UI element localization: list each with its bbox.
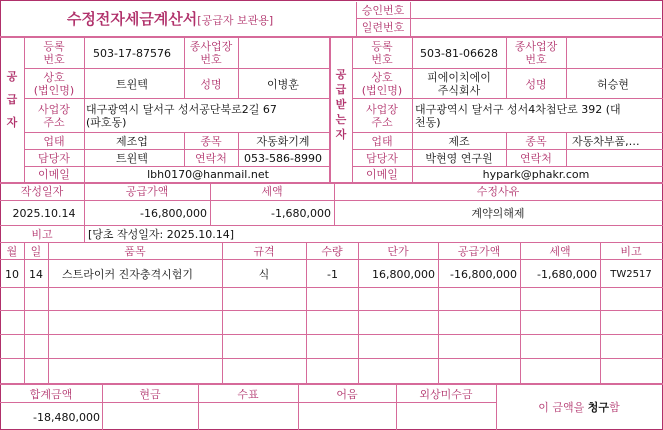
receiver-contact: 박현영 연구원 [425, 152, 493, 165]
supplier-addr-label: 사업장 주소 [38, 103, 70, 129]
claim-statement: 이 금액을 청구함 [538, 401, 620, 414]
supplier-phone-label: 연락처 [195, 152, 227, 165]
supplier-reg-label: 등록 번호 [43, 40, 65, 66]
supplier-biz-type: 제조업 [116, 135, 148, 148]
tax-total-label: 세액 [261, 185, 283, 198]
tax-total: -1,680,000 [271, 207, 331, 220]
receiver-branch-label: 종사업장 번호 [514, 40, 558, 66]
invoice-title: 수정전자세금계산서[공급자 보관용] [66, 10, 274, 28]
receiver-rep-label: 성명 [525, 78, 547, 91]
receiver-email-label: 이메일 [366, 168, 398, 181]
receiver-name-label: 상호 (법인명) [361, 71, 403, 97]
note-label: 비고 [31, 228, 53, 241]
receiver-item: 자동차부품,… [572, 135, 640, 148]
receiver-item-label: 종목 [525, 135, 547, 148]
receiver-address: 대구광역시 달서구 성서4차첨단로 392 (대 천동) [415, 103, 621, 129]
supplier-email[interactable]: lbh0170@hanmail.net [147, 168, 269, 181]
receiver-contact-label: 담당자 [366, 152, 398, 165]
supplier-contact-label: 담당자 [38, 152, 70, 165]
supply-total: -16,800,000 [140, 207, 207, 220]
supplier-reg-no: 503-17-87576 [93, 47, 171, 60]
receiver-rep: 허승현 [597, 78, 629, 91]
supplier-phone: 053-586-8990 [244, 152, 322, 165]
supply-total-label: 공급가액 [125, 185, 169, 198]
receiver-addr-label: 사업장 주소 [366, 103, 398, 129]
receiver-name: 피에이치에이 주식회사 [427, 71, 491, 97]
receiver-reg-no: 503-81-06628 [420, 47, 498, 60]
supplier-rep-label: 성명 [200, 78, 222, 91]
supplier-item-label: 종목 [200, 135, 222, 148]
supplier-name-label: 상호 (법인명) [33, 71, 75, 97]
supplier-email-label: 이메일 [38, 168, 70, 181]
supplier-branch-label: 종사업장 번호 [189, 40, 233, 66]
date-label: 작성일자 [20, 185, 64, 198]
note-value: [당초 작성일자: 2025.10.14] [88, 228, 235, 241]
serial-number-label: 일련번호 [361, 21, 405, 34]
tax-invoice: 수정전자세금계산서[공급자 보관용] 승인번호 일련번호 공 급 자 등록 번호 503-17-87576 종사업장 번호 상호 (법인명) 트윈텍 성명 이병훈 사업장 주소 대구광역시 달서구 성서공단북로2길 67 (파호동) 업태 제조업 종목 자동화기계 담당자 트윈텍 연락처 053-586-8990 이메일 lbh0170@hanmail.net 공 급 받 는 자 등록 번호 503-81-06628 종사업장 번호 상호 (법인명) 피에이치에이 주식회사 성명 허승현 사업장 주소 대구광역시 달서구 성서4차첨단로 392 (대 천동) 업태 제조 종목 자동차부품,… 담당자 박현영 연구원 연락처 이메일 hypark@phakr.com 작성일자 공급가액 세액 수정사유 2025.10.14 -16,800,000 -1,680,000 계약의해제 비고 [당초 작성일자: 2025.10.14] 월 일 품목 규격 수량 단가 공급가액 세액 비고 10 14 스트라이커 진자충격시험기 식 -1 16,800,000 -16,800,000 -1,680,000 TW2517 합계금액 현금 수표 어음 외상미수금 -18,480,000 이 금액을 청구함 [0, 0, 663, 430]
grand-total: -18,480,000 [33, 411, 100, 424]
issue-date: 2025.10.14 [12, 207, 76, 220]
supplier-rep: 이병훈 [267, 78, 299, 91]
supplier-contact: 트윈텍 [116, 152, 148, 165]
approval-number-label: 승인번호 [361, 4, 405, 17]
receiver-phone-label: 연락처 [520, 152, 552, 165]
receiver-reg-label: 등록 번호 [371, 40, 393, 66]
reason-label: 수정사유 [476, 185, 520, 198]
supplier-biz-type-label: 업태 [43, 135, 65, 148]
reason-value: 계약의해제 [471, 207, 525, 220]
supplier-item: 자동화기계 [256, 135, 310, 148]
supplier-address: 대구광역시 달서구 성서공단북로2길 67 (파호동) [86, 103, 277, 129]
supplier-name: 트윈텍 [116, 78, 148, 91]
receiver-email[interactable]: hypark@phakr.com [482, 168, 590, 181]
receiver-biz-type-label: 업태 [371, 135, 393, 148]
receiver-biz-type: 제조 [448, 135, 470, 148]
